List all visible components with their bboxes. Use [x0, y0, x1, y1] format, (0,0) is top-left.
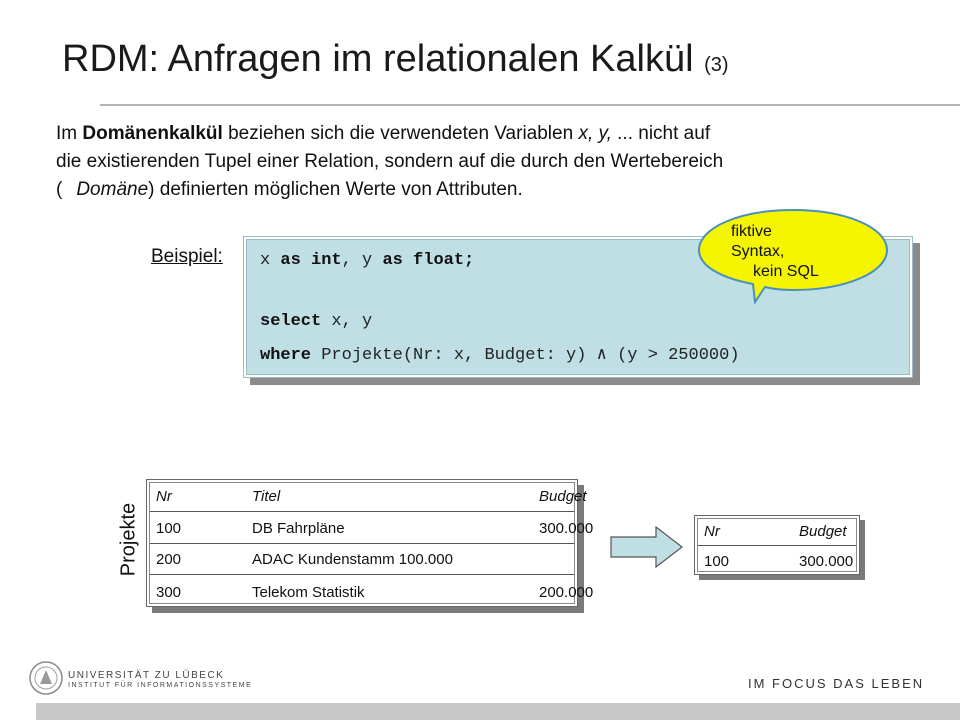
result-cell: 300.000 [799, 553, 854, 570]
relation-name-label: Projekte [117, 502, 140, 577]
code-line-1 [260, 251, 474, 270]
projekte-table [146, 479, 594, 607]
intro-italic-term: Domäne [76, 179, 149, 200]
intro-line-1 [56, 120, 916, 148]
university-name: UNIVERSITÄT ZU LÜBECK [68, 670, 225, 681]
slide-title [62, 38, 729, 81]
code-text: Projekte(Nr: x, Budget: y) ∧ (y > 250000) [311, 346, 740, 365]
bubble-line: Syntax, [731, 243, 785, 260]
code-keyword: where [260, 346, 312, 365]
intro-italic-vars: x, y, [578, 123, 612, 144]
footer-motto: IM FOCUS DAS LEBEN [748, 676, 925, 691]
table-header-titel: Titel [252, 488, 281, 505]
code-text: x, y [321, 312, 373, 331]
table-divider [698, 545, 856, 546]
code-line-2 [260, 312, 372, 331]
table-cell: 300 [156, 584, 182, 601]
bubble-line: kein SQL [753, 263, 819, 280]
table-divider [150, 511, 574, 512]
intro-text: Im [56, 123, 83, 144]
result-header-budget: Budget [799, 523, 847, 540]
code-line-3 [260, 344, 740, 365]
table-cell: 300.000 [539, 520, 594, 537]
bubble-line: fiktive [731, 223, 772, 240]
speech-bubble-text [731, 222, 819, 282]
intro-text: ) definierten möglichen Werte von Attributen. [148, 179, 523, 200]
intro-paragraph [56, 120, 916, 204]
table-cell: 200.000 [539, 584, 594, 601]
university-seal-icon [28, 660, 64, 696]
table-header-nr: Nr [156, 488, 172, 505]
table-cell: DB Fahrpläne [252, 520, 345, 537]
right-arrow-icon [610, 526, 684, 568]
slide-title-text: RDM: Anfragen im relationalen Kalkül [62, 38, 694, 80]
table-cell: ADAC Kundenstamm 100.000 [252, 551, 453, 568]
code-keyword: as float; [382, 251, 475, 270]
title-divider [100, 104, 960, 106]
table-header-budget: Budget [539, 488, 587, 505]
result-header-nr: Nr [704, 523, 720, 540]
footer-bar [36, 703, 960, 720]
slide-number: (3) [704, 54, 729, 76]
speech-bubble [697, 206, 889, 296]
code-text: x [260, 251, 281, 270]
intro-text: ... nicht auf [611, 123, 711, 144]
table-cell: 100 [156, 520, 182, 537]
code-keyword: as int [280, 251, 342, 270]
table-cell: 200 [156, 551, 182, 568]
intro-line-3 [56, 176, 916, 204]
code-text: , y [341, 251, 383, 270]
result-cell: 100 [704, 553, 730, 570]
institute-name: INSTITUT FÜR INFORMATIONSSYSTEME [68, 682, 253, 689]
intro-text: beziehen sich die verwendeten Variablen [222, 123, 579, 144]
code-keyword: select [260, 312, 322, 331]
intro-line-2: die existierenden Tupel einer Relation, sondern auf die durch den Wertebereich [56, 151, 724, 172]
table-divider [150, 543, 574, 544]
example-label: Beispiel: [151, 246, 223, 267]
intro-bold-term: Domänenkalkül [82, 123, 223, 144]
table-divider [150, 574, 574, 575]
result-table [694, 515, 860, 575]
intro-text: ( [56, 179, 63, 200]
table-cell: Telekom Statistik [252, 584, 365, 601]
